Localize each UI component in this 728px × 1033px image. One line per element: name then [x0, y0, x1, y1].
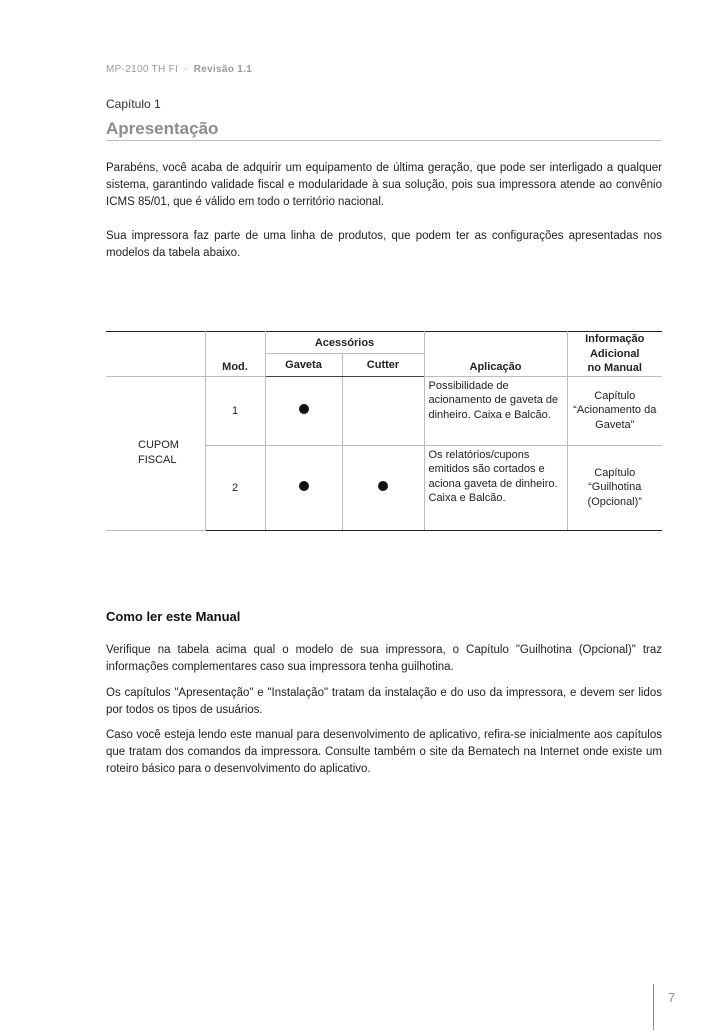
- intro-paragraph-1: Parabéns, você acaba de adquirir um equipamento de última geração, que pode ser interligado a qualquer sistema, garantindo validade fiscal e modularidade à sua solução, pois sua impressora atende ao convênio ICMS 85/01, que é válido em todo o território nacional.: [106, 162, 662, 208]
- category-line-2: FISCAL: [138, 454, 177, 466]
- bullet-dot-icon: [378, 481, 388, 491]
- title-divider: [106, 140, 662, 141]
- bullet-dot-icon: [299, 404, 309, 414]
- header-mod: Mod.: [205, 332, 265, 377]
- chapter-label: Capítulo 1: [106, 97, 161, 111]
- header-drawer: Gaveta: [265, 354, 342, 376]
- intro-paragraph-2: Sua impressora faz parte de uma linha de produtos, que podem ter as configurações apresentadas nos modelos da tabela abaixo.: [106, 230, 662, 259]
- header-info-line-3: no Manual: [587, 362, 642, 374]
- header-accessories: Acessórios: [265, 332, 424, 354]
- application-cell: Possibilidade de acionamento de gaveta de dinheiro. Caixa e Balcão.: [424, 376, 567, 445]
- how-to-paragraph-1: Verifique na tabela acima qual o modelo de sua impressora, o Capítulo "Guilhotina (Opcional)" traz informações complementares caso sua impressora tenha guilhotina.: [106, 644, 662, 673]
- cutter-cell: [342, 376, 424, 445]
- footer-divider: [653, 984, 654, 1030]
- header-cutter: Cutter: [342, 354, 424, 376]
- info-cell: Capítulo “Guilhotina (Opcional)”: [567, 445, 662, 530]
- mod-cell: 1: [205, 376, 265, 445]
- header-separator: ·: [184, 64, 188, 75]
- models-table: [106, 331, 662, 531]
- running-header: [106, 64, 252, 75]
- header-revision: Revisão 1.1: [193, 64, 253, 75]
- header-blank-cell: [106, 332, 205, 377]
- info-cell: Capítulo “Acionamento da Gaveta”: [567, 376, 662, 445]
- cutter-cell: [342, 445, 424, 530]
- category-cell: [106, 376, 205, 530]
- page-number: 7: [668, 990, 676, 1005]
- header-model: MP-2100 TH FI: [106, 64, 179, 75]
- section-title: Como ler este Manual: [106, 609, 241, 624]
- header-info-line-2: Adicional: [589, 347, 640, 360]
- how-to-paragraph-3: Caso você esteja lendo este manual para desenvolvimento de aplicativo, refira-se inicialmente aos capítulos que tratam dos comandos da impressora. Consulte também o site da Bematech na Internet onde existe um roteiro básico para o desenvolvimento do aplicativo.: [106, 729, 662, 775]
- header-application: Aplicação: [424, 332, 567, 377]
- chapter-title: Apresentação: [106, 119, 219, 138]
- category-line-1: CUPOM: [138, 439, 179, 451]
- mod-cell: 2: [205, 445, 265, 530]
- bullet-dot-icon: [299, 481, 309, 491]
- drawer-cell: [265, 445, 342, 530]
- header-info-line-1: Informação: [585, 333, 645, 345]
- table-row: [106, 376, 662, 445]
- header-info: [567, 332, 662, 377]
- application-cell: Os relatórios/cupons emitidos são cortados e aciona gaveta de dinheiro. Caixa e Balcão.: [424, 445, 567, 530]
- how-to-paragraph-2: Os capítulos "Apresentação" e "Instalação" tratam da instalação e do uso da impressora, e devem ser lidos por todos os tipos de usuários.: [106, 687, 662, 716]
- drawer-cell: [265, 376, 342, 445]
